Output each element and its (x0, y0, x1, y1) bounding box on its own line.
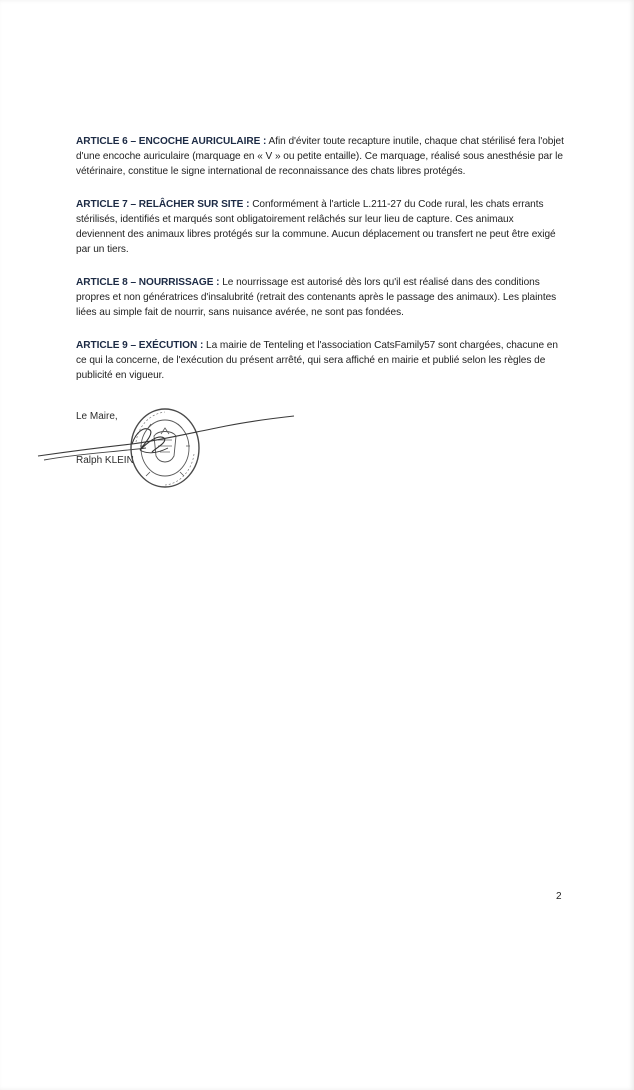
article-body: Le nourrissage est autorisé dès lors qu'il est réalisé dans des conditions propres et non génératrices d'insalubrité (retrait des contenants après le passage des animaux). Les plaintes liées au simple fait de nourrir, sans nuisance avérée, ne sont pas fondées. (76, 277, 557, 318)
signatory-role: Le Maire, (76, 411, 118, 422)
articles-section (76, 134, 564, 401)
article-9 (76, 338, 564, 383)
article-body: Afin d'éviter toute recapture inutile, chaque chat stérilisé fera l'objet d'une encoche auriculaire (marquage en « V » ou petite entaille). Ce marquage, réalisé sous anesthésie par le vétérinaire, constitue le signe international de reconnaissance des chats libres protégés. (76, 136, 564, 177)
page-number: 2 (556, 891, 562, 902)
article-body: Conformément à l'article L.211-27 du Code rural, les chats errants stérilisés, identifiés et marqués sont obligatoirement relâchés sur leur lieu de capture. Ces animaux deviennent des animaux libres protégés sur la commune. Aucun déplacement ou transfert ne peut être exigé par un tiers. (76, 199, 556, 255)
article-body: La mairie de Tenteling et l'association CatsFamily57 sont chargées, chacune en ce qui la concerne, de l'exécution du présent arrêté, qui sera affiché en mairie et publié selon les règles de publicité en vigueur. (76, 340, 558, 381)
article-title: ARTICLE 7 – RELÂCHER SUR SITE : (76, 199, 250, 210)
article-title: ARTICLE 6 – ENCOCHE AURICULAIRE : (76, 136, 267, 147)
signature-block (76, 406, 336, 506)
signatory-name: Ralph KLEIN (76, 455, 134, 466)
article-title: ARTICLE 8 – NOURRISSAGE : (76, 277, 220, 288)
article-7 (76, 197, 564, 257)
article-6 (76, 134, 564, 179)
handwritten-signature (36, 408, 296, 468)
article-8 (76, 275, 564, 320)
article-title: ARTICLE 9 – EXÉCUTION : (76, 340, 204, 351)
